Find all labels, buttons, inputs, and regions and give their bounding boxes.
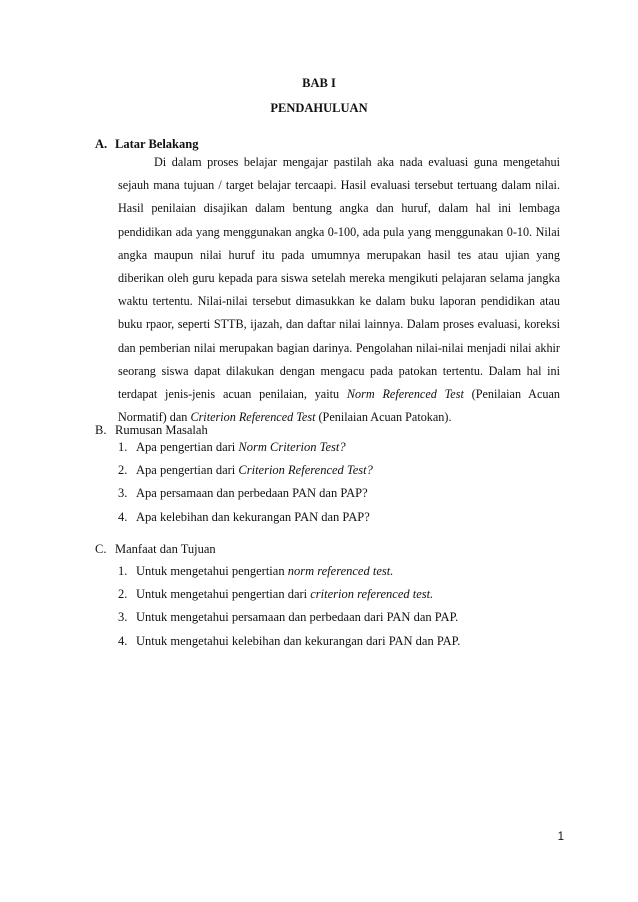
section-a-letter: A. xyxy=(95,137,108,151)
list-italic-text: norm referenced test. xyxy=(287,564,394,578)
list-text: Apa kelebihan dan kekurangan PAN dan PAP? xyxy=(136,509,370,524)
list-number: 3. xyxy=(118,610,128,625)
list-text: Apa pengertian dari xyxy=(136,463,239,478)
section-a-heading xyxy=(95,137,198,152)
list-text: Apa persamaan dan perbedaan PAN dan PAP? xyxy=(136,486,368,501)
chapter-title: PENDAHULUAN xyxy=(270,101,368,115)
list-italic-text: Norm Criterion Test? xyxy=(238,440,346,454)
purpose-list xyxy=(118,560,558,653)
list-item xyxy=(118,630,558,653)
background-paragraph xyxy=(118,151,560,429)
list-text: Untuk mengetahui kelebihan dan kekurangan dari PAN dan PAP. xyxy=(136,633,461,648)
section-c-letter: C. xyxy=(95,542,107,556)
list-number: 4. xyxy=(118,509,128,524)
section-b-letter: B. xyxy=(95,423,107,437)
section-c-title: Manfaat dan Tujuan xyxy=(115,542,216,556)
section-c-heading xyxy=(95,542,216,557)
paragraph-text-2: (Penilaian Acuan Normatif) dan xyxy=(118,387,560,425)
list-item xyxy=(118,506,558,529)
section-a-title: Latar Belakang xyxy=(115,137,199,151)
list-item xyxy=(118,459,558,482)
list-number: 1. xyxy=(118,564,128,578)
term-norm-referenced-test: Norm Referenced Test xyxy=(346,387,464,402)
problem-list xyxy=(118,436,558,529)
list-text: Untuk mengetahui persamaan dan perbedaan dari PAN dan PAP. xyxy=(136,610,459,625)
list-item xyxy=(118,606,558,629)
list-italic-text: criterion referenced test. xyxy=(310,587,434,602)
list-number: 4. xyxy=(118,633,128,648)
page-number: 1 xyxy=(557,831,564,843)
list-item xyxy=(118,560,558,583)
chapter-number: BAB I xyxy=(302,76,336,90)
list-number: 1. xyxy=(118,440,128,454)
list-item xyxy=(118,583,558,606)
paragraph-text-3: (Penilaian Acuan Patokan). xyxy=(315,410,452,425)
list-italic-text: Criterion Referenced Test? xyxy=(238,463,373,478)
list-number: 2. xyxy=(118,463,128,478)
list-item xyxy=(118,436,558,459)
list-text: Untuk mengetahui pengertian dari xyxy=(136,587,311,602)
list-number: 2. xyxy=(118,587,128,602)
list-text: Untuk mengetahui pengertian xyxy=(136,564,288,578)
list-item xyxy=(118,482,558,505)
list-text: Apa pengertian dari xyxy=(136,440,239,454)
section-b-title: Rumusan Masalah xyxy=(115,423,208,437)
term-criterion-referenced-test: Criterion Referenced Test xyxy=(190,410,316,425)
list-number: 3. xyxy=(118,486,128,501)
paragraph-text-1: Di dalam proses belajar mengajar pastilah aka nada evaluasi guna mengetahui sejauh mana tujuan / target belajar tercaapi. Hasil evaluasi tersebut tertuang dalam nilai. Hasil penilaian disajikan dalam bentung angka dan huruf, dalam hal ini lembaga pendidikan ada yang menggunakan angka 0-100, ada pula yang menggunakan 0-10. Nilai angka maupun nilai huruf itu pada umumnya merupakan hasil tes atau ujian yang diberikan oleh guru kepada para siswa setelah mereka mengikuti pelajaran selama jangka waktu tertentu. Nilai-nilai tersebut dimasukkan ke dalam buku laporan pendidikan atau buku rpaor, seperti STTB, ijazah, dan daftar nilai lainnya. Dalam proses evaluasi, koreksi dan pemberian nilai merupakan bagian darinya. Pengolahan nilai-nilai menjadi nilai akhir seorang siswa dapat dilakukan dengan mengacu pada patokan tertentu. Dalam hal ini terdapat jenis-jenis acuan penilaian, yaitu xyxy=(118,155,560,402)
